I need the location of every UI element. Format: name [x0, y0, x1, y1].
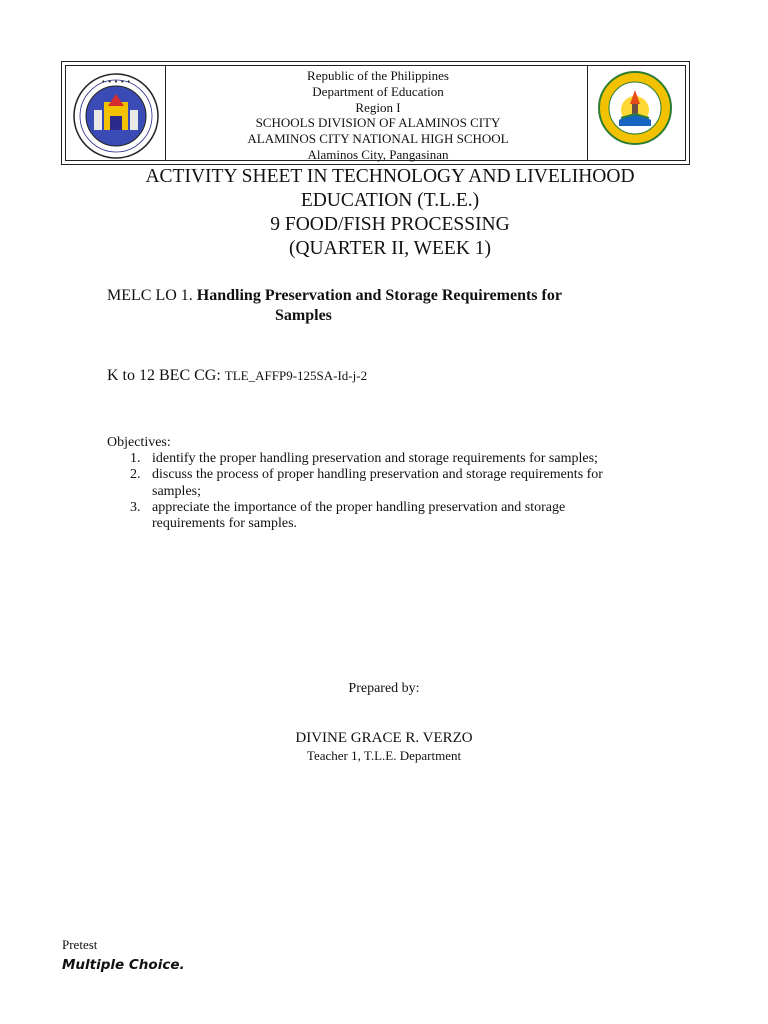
deped-seal-icon: [72, 72, 160, 160]
curriculum-code: [107, 366, 367, 386]
objectives-label: Objectives:: [107, 435, 171, 450]
objective-number: 2.: [130, 467, 141, 482]
header-line: Alaminos City, Pangasinan: [307, 146, 449, 162]
header-line: Republic of the Philippines: [307, 68, 449, 83]
curriculum-code-label: K to 12 BEC CG:: [107, 367, 225, 384]
objective-text: appreciate the importance of the proper handling preservation and storage: [152, 500, 566, 515]
objective-text: identify the proper handling preservation and storage requirements for samples;: [152, 451, 598, 466]
svg-text:• • • • •: • • • • •: [101, 78, 131, 86]
objective-text: discuss the process of proper handling preservation and storage requirements for: [152, 467, 603, 482]
left-cell-divider: [165, 66, 166, 160]
test-type: Multiple Choice.: [62, 957, 185, 973]
objective-number: 1.: [130, 451, 141, 466]
objective-item: [130, 500, 565, 516]
objective-number: 3.: [130, 500, 141, 515]
author-role: Teacher 1, T.L.E. Department: [306, 748, 462, 763]
header-line: Region I: [355, 99, 401, 115]
title-line: EDUCATION (T.L.E.): [300, 190, 480, 211]
letterhead-inner-border: [65, 65, 686, 161]
header-line: ALAMINOS CITY NATIONAL HIGH SCHOOL: [247, 131, 509, 147]
melc-heading: [107, 286, 562, 306]
title-line: 9 FOOD/FISH PROCESSING: [270, 214, 510, 235]
pretest-heading: Pretest: [62, 937, 98, 952]
title-line: ACTIVITY SHEET IN TECHNOLOGY AND LIVELIHOOD: [145, 166, 635, 187]
letterhead: [61, 61, 690, 165]
objective-text-continued: requirements for samples.: [152, 516, 298, 531]
melc-prefix: MELC LO 1.: [107, 287, 197, 304]
curriculum-code-value: TLE_AFFP9-125SA-Id-j-2: [224, 368, 368, 383]
title-line: (QUARTER II, WEEK 1): [288, 238, 492, 259]
author-name: DIVINE GRACE R. VERZO: [295, 730, 473, 746]
melc-title: Handling Preservation and Storage Requirements for: [196, 287, 562, 304]
objective-text-continued: samples;: [152, 484, 201, 499]
division-seal-icon: [597, 70, 673, 146]
objective-item: [130, 467, 603, 483]
header-line: Department of Education: [312, 83, 444, 99]
objective-item: [130, 451, 598, 467]
letterhead-text: [232, 68, 524, 163]
prepared-by-label: Prepared by:: [348, 681, 420, 696]
page-title: [100, 165, 680, 261]
right-cell-divider: [587, 66, 588, 160]
melc-title-continued: Samples: [275, 307, 332, 324]
header-line: SCHOOLS DIVISION OF ALAMINOS CITY: [255, 115, 501, 131]
